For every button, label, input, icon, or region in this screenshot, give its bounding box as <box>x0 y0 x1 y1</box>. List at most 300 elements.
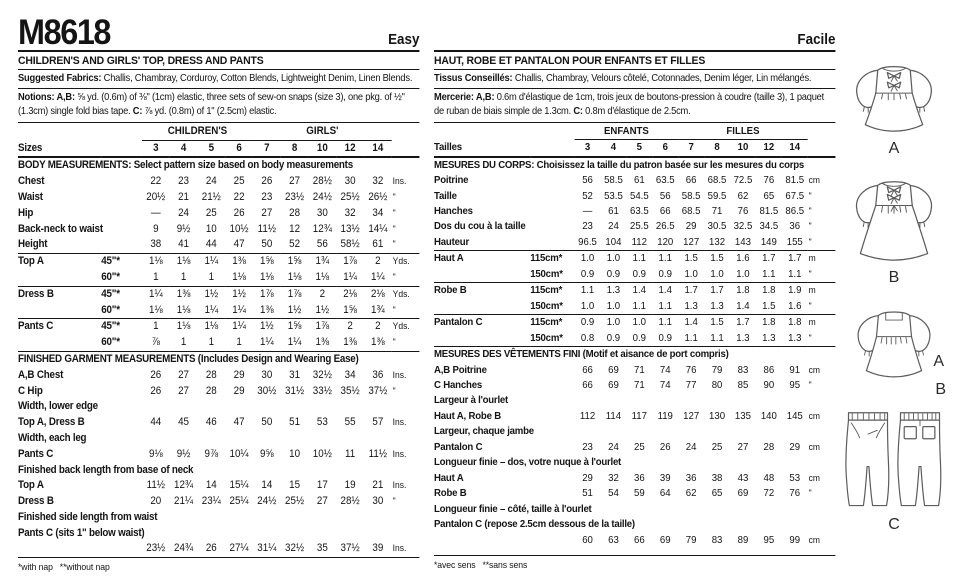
row-label: Waist <box>18 190 43 203</box>
measurement-value: 1⅜ <box>315 336 330 349</box>
measurement-value: 61 <box>372 238 384 251</box>
unit-label: Ins. <box>392 448 407 459</box>
measurement-value: 145 <box>786 410 803 422</box>
row-sublabel <box>101 368 142 384</box>
measurement-value: 1¼ <box>225 319 253 335</box>
measurement-value: 10 <box>289 447 301 460</box>
measurement-value: 1.4 <box>678 315 704 331</box>
measurement-value: — <box>150 206 161 219</box>
measurement-row <box>18 190 420 206</box>
measurement-value: 34.5 <box>759 221 779 233</box>
measurement-value: 26 <box>261 175 273 188</box>
garment-illustrations <box>842 12 946 572</box>
measurement-value: 20 <box>150 495 162 508</box>
measurement-value: 55 <box>344 416 356 429</box>
measurement-value: 135 <box>734 410 751 422</box>
row-label: Haut A, Robe B <box>434 410 502 422</box>
measurement-value: 1.1 <box>632 300 647 312</box>
front-view-label-b: B <box>935 381 946 398</box>
measurement-value: 1¼ <box>232 303 246 316</box>
measurement-value: 47 <box>233 416 245 429</box>
measurement-value: 29 <box>789 441 801 453</box>
measurement-value: 71 <box>634 380 645 392</box>
measurement-row <box>434 189 835 204</box>
measurement-value: 1¼ <box>260 336 274 349</box>
measurement-value: 22 <box>150 175 162 188</box>
measurement-value: 53 <box>789 472 801 484</box>
measurement-value: 30 <box>372 495 384 508</box>
measurement-value: 1.1 <box>575 283 601 299</box>
measurement-value: 1¼ <box>343 270 357 283</box>
measurement-value: 120 <box>657 236 674 248</box>
measurement-value: 54 <box>608 488 619 500</box>
measurement-row <box>18 384 420 400</box>
unit-label: Ins. <box>392 369 407 380</box>
measurement-value: 1 <box>208 336 215 349</box>
measurement-row <box>18 478 420 494</box>
difficulty-label-english: Easy <box>388 32 420 48</box>
size-value: 3 <box>584 142 591 154</box>
measurement-value: 23½ <box>285 190 305 203</box>
unit-label: cm <box>808 175 820 186</box>
measurement-row <box>434 315 835 331</box>
title-english: CHILDREN'S AND GIRLS' TOP, DRESS AND PANTS <box>18 52 419 70</box>
row-sublabel <box>101 222 142 238</box>
measurement-row <box>434 440 835 455</box>
measurement-value: 26.5 <box>655 221 675 233</box>
measurement-value: ⅞ <box>151 336 160 349</box>
measurement-value: 86 <box>763 364 775 376</box>
measurement-value: 1.0 <box>601 251 627 267</box>
measurement-value: 21¼ <box>174 495 194 508</box>
measurement-value: 1⅞ <box>281 286 309 302</box>
measurement-value: 2⅛ <box>364 286 392 302</box>
row-sublabel <box>530 235 574 251</box>
measurement-value: 155 <box>786 236 803 248</box>
measurement-value: 1.7 <box>678 283 704 299</box>
measurement-value: 11½ <box>368 447 388 460</box>
measurement-value: 17 <box>316 479 328 492</box>
measurement-value: 66 <box>634 534 645 546</box>
measurement-value: 27 <box>178 368 190 381</box>
measurement-value: 1⅜ <box>260 303 274 316</box>
figure-dress-b <box>846 167 942 296</box>
size-group-label: ENFANTS <box>575 124 679 140</box>
section-heading-row: MESURES DU CORPS: Choisissez la taille du patron basée sur les mesures du corps <box>434 159 805 171</box>
measurement-value: 79 <box>711 364 723 376</box>
measurement-value: 0.9 <box>658 268 672 280</box>
measurement-value: 25 <box>205 206 217 219</box>
section-heading-row: Finished side length from waist <box>18 510 158 523</box>
measurement-value: 24½ <box>312 190 332 203</box>
sizes-row <box>18 141 420 158</box>
measurement-value: 62 <box>737 190 749 202</box>
measurement-value: 51 <box>289 416 301 429</box>
measurement-value: 76 <box>763 175 775 187</box>
measurement-value: 25 <box>233 175 245 188</box>
measurement-row <box>18 415 420 431</box>
unit-label: m <box>808 251 836 267</box>
row-label <box>434 267 530 283</box>
english-column <box>18 12 420 573</box>
row-label: Haut A <box>434 251 530 267</box>
masthead-english <box>18 12 419 52</box>
measurement-value: 0.8 <box>580 332 595 344</box>
measurement-value: 11½ <box>146 479 166 492</box>
unit-label: Yds. <box>392 286 420 302</box>
measurement-row <box>18 494 420 510</box>
measurement-value: 1⅛ <box>260 270 274 283</box>
measurement-row <box>18 286 420 302</box>
row-label <box>18 270 101 286</box>
measurement-value: 64 <box>659 488 671 500</box>
measurement-value: 1⅝ <box>343 303 357 316</box>
measurement-value: 1.6 <box>788 300 802 312</box>
measurement-row <box>434 533 835 548</box>
measurement-value: 32½ <box>285 542 305 555</box>
measurement-value: 1.0 <box>710 268 724 280</box>
measurement-value: 24 <box>685 441 697 453</box>
measurement-value: 1½ <box>197 286 225 302</box>
measurement-value: 10 <box>205 222 217 235</box>
top-a-back-view-illustration <box>846 52 942 140</box>
figure-label-c: C <box>888 516 900 533</box>
measurement-value: 20½ <box>146 190 166 203</box>
measurement-value: 23 <box>582 221 593 233</box>
mercerie <box>434 89 835 122</box>
measurement-value: 1.1 <box>710 332 724 344</box>
section-heading-row: Pantalon C (repose 2.5cm dessous de la taille) <box>434 519 635 531</box>
figure-label-b: B <box>888 269 900 286</box>
unit-label: " <box>392 191 396 202</box>
mercerie-label: Mercerie: A,B: <box>434 92 495 104</box>
measurement-value: 9⅛ <box>149 447 163 460</box>
measurement-value: 1 <box>180 336 187 349</box>
measurement-value: 68.5 <box>707 175 727 187</box>
measurement-value: 23 <box>261 190 273 203</box>
row-label: Top A <box>18 254 101 270</box>
measurement-value: 30.5 <box>707 221 727 233</box>
measurement-row <box>434 251 835 267</box>
unit-label: cm <box>808 410 820 421</box>
measurement-row <box>434 363 835 378</box>
row-label: A,B Poitrine <box>434 364 487 376</box>
measurement-value: 41 <box>178 238 190 251</box>
row-sublabel: 115cm* <box>530 251 574 267</box>
measurement-value: 1½ <box>253 319 281 335</box>
measurement-value: 31 <box>289 368 301 381</box>
measurement-value: 127 <box>683 410 700 422</box>
size-value: 14 <box>789 142 801 154</box>
measurement-value: 1⅞ <box>336 254 364 270</box>
measurement-value: 62 <box>685 488 697 500</box>
measurement-value: 26 <box>205 542 217 555</box>
measurement-value: 30 <box>316 206 328 219</box>
measurement-value: 30½ <box>257 384 277 397</box>
unit-label: " <box>808 380 812 391</box>
size-value: 6 <box>236 141 242 154</box>
unit-label: " <box>808 332 812 343</box>
measurement-value: 50 <box>261 416 273 429</box>
row-label: Pants C <box>18 447 54 460</box>
row-sublabel <box>101 494 142 510</box>
measurement-value: 1 <box>153 270 159 283</box>
section-heading-row: Longueur finie – côté, taille à l'ourlet <box>434 503 592 515</box>
measurement-value: 13½ <box>340 222 360 235</box>
measurement-value: 1¼ <box>204 303 219 316</box>
unit-label: m <box>808 283 836 299</box>
measurement-value: 1¼ <box>197 254 225 270</box>
row-sublabel <box>530 533 574 548</box>
measurement-value: 2⅛ <box>336 286 364 302</box>
measurement-value: 56 <box>659 190 671 202</box>
measurement-value: 29 <box>233 368 245 381</box>
measurement-row <box>434 219 835 234</box>
measurement-value: 32.5 <box>733 221 753 233</box>
section-heading-row: MESURES DES VÊTEMENTS FINI (Motif et aisance de port compris) <box>434 347 835 363</box>
measurement-value: 1⅛ <box>197 319 225 335</box>
size-value: 6 <box>662 142 668 154</box>
row-sublabel <box>530 219 574 234</box>
measurement-value: 1.1 <box>626 251 652 267</box>
measurement-value: 74 <box>659 380 671 392</box>
measurement-value: 32 <box>608 472 619 484</box>
measurement-value: 31½ <box>285 384 305 397</box>
measurement-row <box>18 368 420 384</box>
measurement-value: 79 <box>685 534 697 546</box>
row-sublabel <box>101 206 142 222</box>
row-label: Taille <box>434 190 457 202</box>
measurement-value: 43 <box>737 472 749 484</box>
measurement-value: 85 <box>737 380 749 392</box>
measurement-value: 2 <box>364 254 392 270</box>
unit-label: Yds. <box>392 319 420 335</box>
unit-label: " <box>808 236 812 247</box>
section-heading-row: Longueur finie – dos, votre nuque à l'ourlet <box>434 457 622 469</box>
measurement-value: 80 <box>711 380 723 392</box>
measurement-value: 27 <box>289 175 301 188</box>
measurement-table-french <box>434 124 835 548</box>
measurement-value: 63.5 <box>629 206 649 218</box>
row-sublabel <box>530 471 574 486</box>
measurement-value: 96.5 <box>578 236 597 248</box>
row-label: Robe B <box>434 488 467 500</box>
measurement-value: 1.3 <box>710 300 724 312</box>
measurement-value: 76 <box>789 488 801 500</box>
measurement-value: 127 <box>683 236 700 248</box>
measurement-value: 29 <box>582 472 593 484</box>
measurement-value: 1.7 <box>782 251 808 267</box>
row-sublabel <box>101 237 142 253</box>
measurement-row <box>434 173 835 188</box>
sizes-label: Sizes <box>18 141 43 154</box>
row-sublabel: 60"* <box>101 303 120 316</box>
row-label: Dos du cou à la taille <box>434 221 526 233</box>
measurement-value: 44 <box>205 238 217 251</box>
measurement-row <box>18 447 420 463</box>
measurement-value: 24 <box>608 221 619 233</box>
measurement-value: 1⅜ <box>343 336 357 349</box>
notions-label-c: C: <box>132 106 143 118</box>
measurement-value: 12 <box>289 222 301 235</box>
measurement-value: 36 <box>634 472 645 484</box>
measurement-value: 71 <box>634 364 645 376</box>
row-sublabel: 60"* <box>101 336 120 349</box>
row-sublabel <box>101 415 142 431</box>
size-value: 8 <box>291 141 298 154</box>
measurement-value: 58½ <box>340 238 360 251</box>
unit-label: " <box>392 207 396 218</box>
measurement-value: 1.3 <box>762 332 776 344</box>
masthead-french <box>434 12 835 52</box>
measurement-value: 1.5 <box>762 300 776 312</box>
dress-b-back-view-illustration <box>846 167 942 269</box>
measurement-value: 35 <box>316 542 328 555</box>
measurement-row <box>434 283 835 299</box>
measurement-value: 1½ <box>287 303 302 316</box>
measurement-value: 61 <box>634 175 645 187</box>
measurement-value: 24 <box>608 441 619 453</box>
measurement-value: 90 <box>763 380 775 392</box>
measurement-value: 1.9 <box>782 283 808 299</box>
measurement-value: 25 <box>634 441 645 453</box>
unit-label: " <box>392 496 396 507</box>
measurement-value: 1⅛ <box>176 303 191 316</box>
size-value: 10 <box>316 141 328 154</box>
measurement-value: 140 <box>760 410 777 422</box>
measurement-value: 27 <box>737 441 749 453</box>
measurement-value: 53.5 <box>604 190 623 202</box>
measurement-row <box>18 222 420 238</box>
measurement-value: 72 <box>763 488 775 500</box>
measurement-value: 26 <box>233 206 245 219</box>
row-label: Top A <box>18 479 44 492</box>
measurement-value: 27¼ <box>229 542 249 555</box>
measurement-value: 38 <box>711 472 723 484</box>
measurement-value: 52 <box>582 190 593 202</box>
unit-label: cm <box>808 472 820 483</box>
measurement-row <box>434 204 835 219</box>
unit-label: " <box>808 206 812 217</box>
measurement-value: 1.7 <box>730 315 756 331</box>
measurement-value: 1.5 <box>704 251 730 267</box>
row-label: Robe B <box>434 283 530 299</box>
measurement-value: 30 <box>261 368 273 381</box>
size-group-label: FILLES <box>678 124 808 140</box>
measurement-value: 37½ <box>340 542 360 555</box>
measurement-value: 60 <box>582 534 593 546</box>
size-value: 12 <box>344 141 356 154</box>
unit-label: " <box>808 300 812 311</box>
measurement-value: 77 <box>685 380 697 392</box>
measurement-value: 50 <box>261 238 273 251</box>
measurement-value: 47 <box>233 238 245 251</box>
measurement-value: 14 <box>261 479 273 492</box>
measurement-value: 72.5 <box>733 175 753 187</box>
measurement-value: 21 <box>178 190 190 203</box>
measurement-row <box>434 235 835 251</box>
unit-label: " <box>392 223 396 234</box>
measurement-value: 67.5 <box>785 190 805 202</box>
measurement-value: 1⅞ <box>253 286 281 302</box>
measurement-value: 69 <box>737 488 749 500</box>
size-value: 7 <box>688 142 694 154</box>
measurement-value: 24 <box>205 175 217 188</box>
measurement-value: 1.3 <box>684 300 698 312</box>
measurement-value: 1⅝ <box>281 319 309 335</box>
section-heading-row: Width, each leg <box>18 431 87 444</box>
measurement-value: 76 <box>685 364 697 376</box>
measurement-value: 1.3 <box>736 332 750 344</box>
row-label: C Hanches <box>434 380 483 392</box>
measurement-value: 24 <box>178 206 190 219</box>
measurement-value: 1⅜ <box>225 254 253 270</box>
unit-label: m <box>808 315 836 331</box>
row-sublabel: 115cm* <box>530 315 574 331</box>
row-sublabel: 45"* <box>101 286 142 302</box>
measurement-value: 112 <box>579 410 596 422</box>
measurement-value: 1⅛ <box>170 319 198 335</box>
measurement-value: 52 <box>289 238 301 251</box>
row-label: Hanches <box>434 206 473 218</box>
measurement-value: 74 <box>659 364 671 376</box>
row-sublabel <box>530 189 574 204</box>
section-heading-row: Pants C (sits 1" below waist) <box>18 526 145 539</box>
row-label <box>434 533 530 548</box>
measurement-value: 1¼ <box>142 286 170 302</box>
unit-label: " <box>808 488 812 499</box>
measurement-value: 48 <box>763 472 775 484</box>
size-group-header-row <box>434 124 835 140</box>
row-sublabel: 45"* <box>101 319 142 335</box>
size-value: 3 <box>153 141 159 154</box>
measurement-value: 1 <box>142 319 170 335</box>
measurement-value: 12¾ <box>312 222 332 235</box>
measurement-value: 1.8 <box>756 315 782 331</box>
row-sublabel: 60"* <box>101 270 120 283</box>
measurement-value: 1.0 <box>606 300 621 312</box>
measurement-value: 95 <box>763 534 775 546</box>
measurement-value: 27 <box>261 206 273 219</box>
measurement-value: 1⅛ <box>149 303 163 316</box>
tissus-label: Tissus Conseillés: <box>434 73 513 84</box>
measurement-row <box>18 254 420 270</box>
measurement-value: 36 <box>789 221 801 233</box>
unit-label: Ins. <box>392 480 407 491</box>
measurement-value: 1.4 <box>626 283 652 299</box>
measurement-value: 63 <box>608 534 619 546</box>
measurement-value: 119 <box>657 410 673 422</box>
measurement-value: 28½ <box>340 495 360 508</box>
measurement-value: 1⅛ <box>315 270 330 283</box>
measurement-value: 95 <box>789 380 801 392</box>
measurement-value: 36 <box>372 368 384 381</box>
measurement-value: 21 <box>372 479 384 492</box>
measurement-value: 31¼ <box>257 542 277 555</box>
measurement-value: 0.9 <box>580 268 595 280</box>
measurement-value: 35½ <box>340 384 360 397</box>
figure-top-a <box>846 52 942 167</box>
measurement-value: 1.8 <box>782 315 808 331</box>
measurement-value: 19 <box>344 479 356 492</box>
measurement-value: 0.9 <box>632 268 647 280</box>
measurement-value: 26½ <box>368 190 388 203</box>
measurement-value: 36 <box>685 472 697 484</box>
measurement-value: 66 <box>685 175 697 187</box>
measurement-value: 9½ <box>176 222 191 235</box>
measurement-value: 56 <box>316 238 328 251</box>
pattern-number: M8618 <box>18 13 111 53</box>
